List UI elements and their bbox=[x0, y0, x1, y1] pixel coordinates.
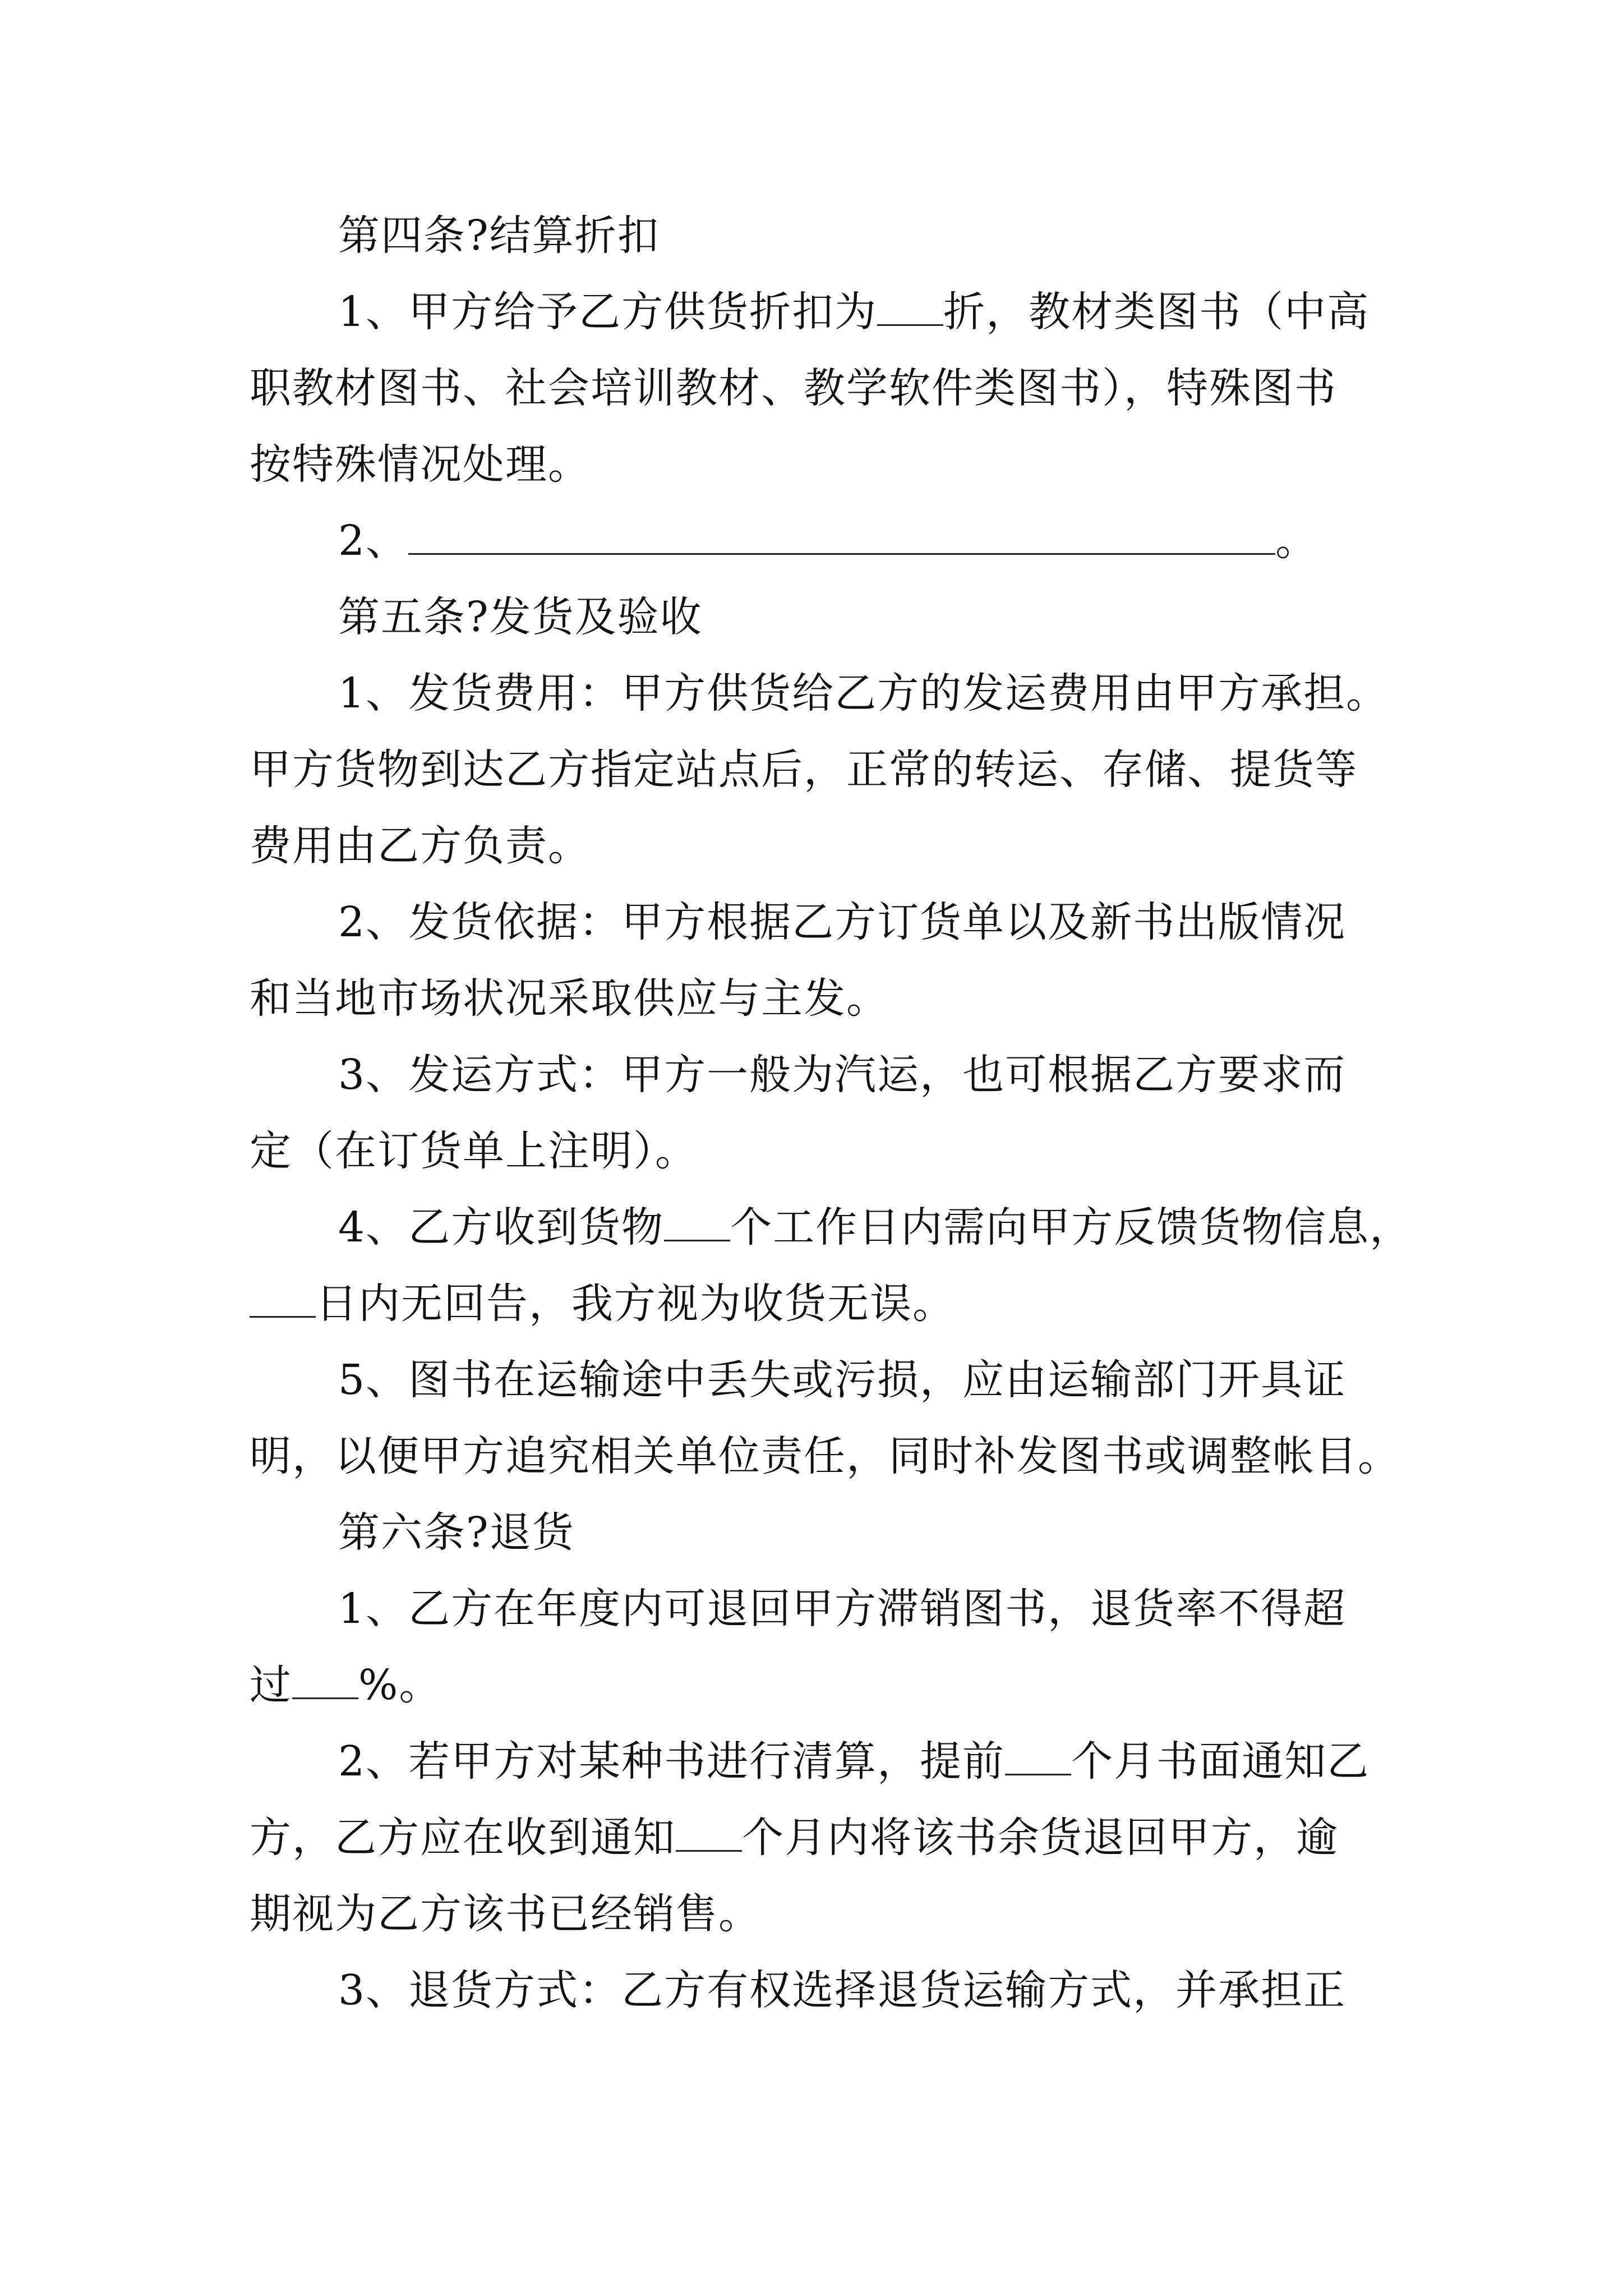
text-segment: 个月内将该书余货退回甲方，逾 bbox=[742, 1814, 1339, 1862]
text-segment: 折，教材类图书（中高 bbox=[943, 288, 1370, 336]
text-segment: 1、甲方给予乙方供货折扣为 bbox=[338, 288, 878, 336]
article-5-clause-3-line-2: 定（在订货单上注明）。 bbox=[250, 1127, 698, 1175]
text-segment: 个月书面通知乙 bbox=[1071, 1737, 1370, 1786]
article-5-clause-4-line-2 bbox=[250, 1266, 1394, 1342]
article-5-clause-3-line-1: 3、发运方式：甲方一般为汽运，也可根据乙方要求而 bbox=[338, 1051, 1347, 1099]
article-4-clause-1-line-1 bbox=[250, 274, 1394, 350]
text-segment: %。 bbox=[358, 1661, 442, 1709]
fill-in-blank-long bbox=[408, 549, 1275, 555]
article-4-clause-1-line-3: 按特殊情况处理。 bbox=[250, 440, 591, 489]
text-segment: 2、若甲方对某种书进行清算，提前 bbox=[338, 1737, 1006, 1786]
article-6-clause-2-line-1 bbox=[250, 1723, 1394, 1800]
fill-in-blank bbox=[664, 1235, 730, 1241]
text-segment: 4、乙方收到货物 bbox=[338, 1203, 665, 1251]
article-4-title: 第四条?结算折扣 bbox=[338, 211, 660, 260]
fill-in-blank bbox=[1005, 1769, 1071, 1775]
article-5-clause-5-line-2: 明，以便甲方追究相关单位责任，同时补发图书或调整帐目。 bbox=[250, 1432, 1400, 1480]
article-5-clause-1-line-2: 甲方货物到达乙方指定站点后，正常的转运、存储、提货等 bbox=[250, 746, 1358, 794]
document-body bbox=[250, 197, 1413, 2028]
article-5-clause-5-line-1: 5、图书在运输途中丢失或污损，应由运输部门开具证 bbox=[338, 1356, 1347, 1404]
article-6-clause-2-line-3: 期视为乙方该书已经销售。 bbox=[250, 1890, 761, 1938]
article-4-clause-2 bbox=[250, 503, 1394, 579]
article-5-clause-1-line-1: 1、发货费用：甲方供货给乙方的发运费用由甲方承担。 bbox=[338, 669, 1389, 717]
article-6-clause-2-line-2 bbox=[250, 1800, 1394, 1876]
text-segment: 过 bbox=[250, 1661, 292, 1709]
article-6-clause-1-line-1: 1、乙方在年度内可退回甲方滞销图书，退货率不得超 bbox=[338, 1585, 1347, 1633]
text-segment: 方，乙方应在收到通知 bbox=[250, 1814, 676, 1862]
article-4-clause-1-line-2: 职教材图书、社会培训教材、教学软件类图书），特殊图书 bbox=[250, 364, 1337, 412]
text-segment: 2、 bbox=[338, 517, 409, 565]
article-5-clause-2-line-2: 和当地市场状况采取供应与主发。 bbox=[250, 974, 889, 1023]
article-6-clause-1-line-2 bbox=[250, 1647, 1394, 1723]
fill-in-blank bbox=[676, 1846, 742, 1852]
text-segment: 个工作日内需向甲方反馈货物信息， bbox=[730, 1203, 1413, 1251]
article-5-clause-4-line-1 bbox=[250, 1189, 1413, 1266]
article-5-clause-2-line-1: 2、发货依据：甲方根据乙方订货单以及新书出版情况 bbox=[338, 898, 1347, 946]
text-segment: 日内无回告，我方视为收货无误。 bbox=[316, 1280, 955, 1328]
article-5-clause-1-line-3: 费用由乙方负责。 bbox=[250, 822, 591, 870]
fill-in-blank bbox=[292, 1693, 358, 1699]
fill-in-blank bbox=[250, 1312, 316, 1318]
article-5-title: 第五条?发货及验收 bbox=[338, 593, 703, 641]
article-6-clause-3-line-1: 3、退货方式：乙方有权选择退货运输方式，并承担正 bbox=[338, 1966, 1347, 2014]
text-segment: 。 bbox=[1275, 517, 1318, 565]
fill-in-blank bbox=[877, 320, 943, 326]
article-6-title: 第六条?退货 bbox=[338, 1508, 575, 1557]
